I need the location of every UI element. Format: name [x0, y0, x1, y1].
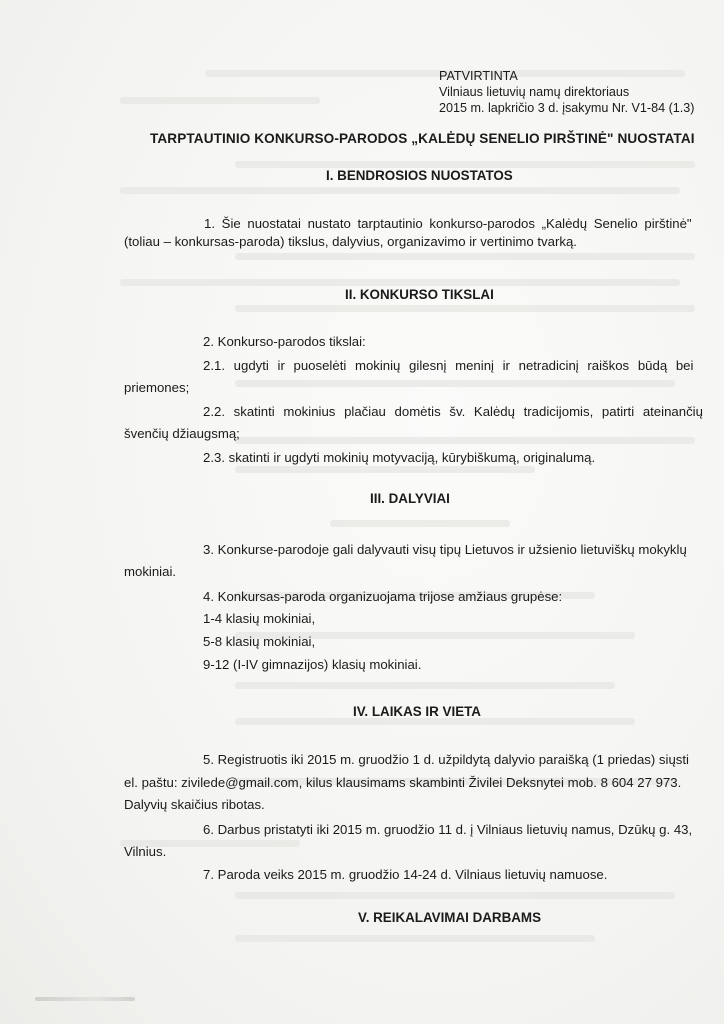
paragraph-4: 4. Konkursas-paroda organizuojama trijose amžiaus grupėse:: [203, 589, 563, 604]
paragraph-3-line-2: mokiniai.: [124, 564, 177, 579]
age-group-3: 9-12 (I-IV gimnazijos) klasių mokiniai.: [203, 657, 422, 672]
section-heading-3: III. DALYVIAI: [370, 491, 450, 506]
paragraph-5-line-1: 5. Registruotis iki 2015 m. gruodžio 1 d. užpildytą dalyvio paraišką (1 priedas) siųsti: [203, 752, 689, 767]
bleed-through-line: [235, 380, 675, 387]
age-group-1: 1-4 klasių mokiniai,: [203, 611, 316, 626]
age-group-2: 5-8 klasių mokiniai,: [203, 634, 316, 649]
bleed-through-line: [120, 279, 680, 286]
paragraph-7: 7. Paroda veiks 2015 m. gruodžio 14-24 d. Vilniaus lietuvių namuose.: [203, 867, 608, 882]
scan-edge-mark: [35, 997, 135, 1001]
paragraph-1-line-2: (toliau – konkursas-paroda) tikslus, dalyvius, organizavimo ir vertinimo tvarką.: [124, 234, 577, 249]
bleed-through-line: [120, 97, 320, 104]
section-heading-2: II. KONKURSO TIKSLAI: [345, 287, 494, 302]
section-heading-1: I. BENDROSIOS NUOSTATOS: [326, 168, 513, 183]
paragraph-5-line-2: el. paštu: zivilede@gmail.com, kilus klausimams skambinti Živilei Deksnytei mob. 8 604 27 973.: [124, 775, 682, 790]
document-title: TARPTAUTINIO KONKURSO-PARODOS „KALĖDŲ SENELIO PIRŠTINĖ" NUOSTATAI: [150, 131, 695, 146]
paragraph-3-line-1: 3. Konkurse-parodoje gali dalyvauti visų tipų Lietuvos ir užsienio lietuviškų mokyklų: [203, 542, 687, 557]
paragraph-2-2-line-1: 2.2. skatinti mokinius plačiau domėtis šv. Kalėdų tradicijomis, patirti ateinančių: [203, 404, 703, 419]
bleed-through-line: [235, 935, 595, 942]
section-heading-5: V. REIKALAVIMAI DARBAMS: [358, 910, 542, 925]
bleed-through-line: [330, 520, 510, 527]
bleed-through-line: [235, 466, 535, 473]
bleed-through-line: [235, 305, 695, 312]
bleed-through-line: [235, 892, 675, 899]
paragraph-2-2-line-2: švenčių džiaugsmą;: [124, 426, 240, 441]
paragraph-2: 2. Konkurso-parodos tikslai:: [203, 334, 366, 349]
paragraph-2-3: 2.3. skatinti ir ugdyti mokinių motyvaciją, kūrybiškumą, originalumą.: [203, 450, 596, 465]
approval-order: 2015 m. lapkričio 3 d. įsakymu Nr. V1-84 (1.3): [439, 101, 695, 115]
bleed-through-line: [235, 682, 615, 689]
paragraph-6-line-2: Vilnius.: [124, 844, 167, 859]
approval-authority: Vilniaus lietuvių namų direktoriaus: [439, 85, 630, 99]
bleed-through-line: [235, 253, 695, 260]
paragraph-2-1-line-1: 2.1. ugdyti ir puoselėti mokinių gilesnį meninį ir netradicinį raiškos būdą bei: [203, 358, 694, 373]
bleed-through-line: [235, 437, 695, 444]
approval-label: PATVIRTINTA: [439, 69, 518, 83]
paragraph-5-line-3: Dalyvių skaičius ribotas.: [124, 797, 265, 812]
paragraph-2-1-line-2: priemones;: [124, 380, 190, 395]
paragraph-1-line-1: 1. Šie nuostatai nustato tarptautinio konkurso-parodos „Kalėdų Senelio pirštinė": [204, 216, 692, 231]
paragraph-6-line-1: 6. Darbus pristatyti iki 2015 m. gruodžio 11 d. į Vilniaus lietuvių namus, Dzūkų g. 43,: [203, 822, 693, 837]
bleed-through-line: [235, 161, 695, 168]
section-heading-4: IV. LAIKAS IR VIETA: [353, 704, 481, 719]
bleed-through-line: [120, 187, 680, 194]
